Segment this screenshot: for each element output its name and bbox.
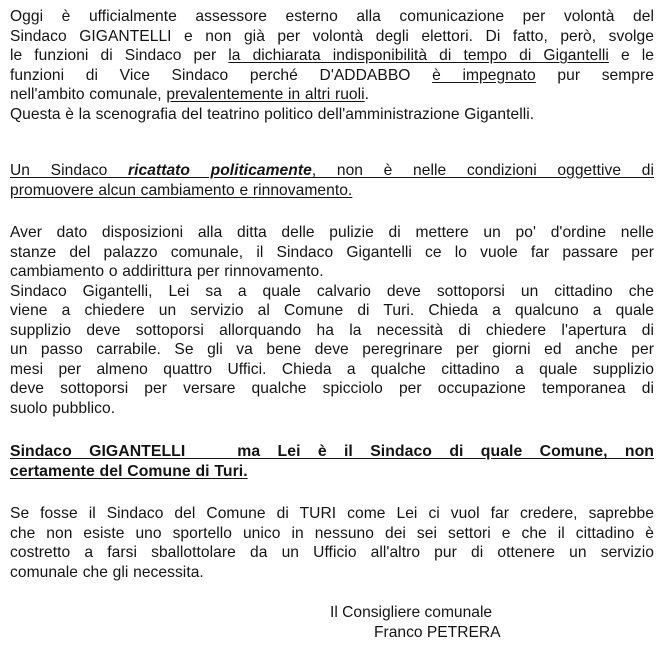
text-line: cambiamento o addirittura per rinnovamento. — [10, 263, 324, 280]
underlined-phrase: la dichiarata indisponibilità di tempo di Gigantelli — [228, 47, 609, 64]
signature-block — [330, 603, 501, 643]
signature-name: Franco PETRERA — [374, 624, 501, 641]
paragraph-sportello-unico — [10, 504, 654, 582]
paragraph-quale-comune — [10, 442, 654, 481]
text-line: Se fosse il Sindaco del Comune di TURI come Lei ci vuol far credere, saprebbe — [10, 505, 654, 522]
text-line: Sindaco GIGANTELLI ma Lei è il Sindaco di quale Comune, non — [10, 443, 654, 460]
text-line: Sindaco Gigantelli, Lei sa a quale calvario deve sottoporsi un cittadino che — [10, 282, 654, 300]
text-line: che non esiste uno sportello unico in nessuno dei sei settori e che il cittadino è — [10, 524, 654, 542]
text-segment: le funzioni di Sindaco per — [10, 47, 229, 64]
underlined-phrase: prevalentemente in altri ruoli — [166, 86, 365, 103]
text-line: viene a chiedere un servizio al Comune di Turi. Chieda a qualcuno a quale — [10, 302, 654, 319]
text-line — [10, 85, 654, 105]
paragraph-disposizioni — [10, 223, 654, 418]
paragraph-ricattato — [10, 161, 654, 200]
text-line: Sindaco GIGANTELLI e non già per volontà degli elettori. Di fatto, però, svolge — [10, 27, 654, 45]
text-line: Aver dato disposizioni alla ditta delle pulizie di mettere un po' d'ordine nelle — [10, 224, 654, 241]
text-line: Questa è la scenografia del teatrino politico dell'amministrazione Gigantelli. — [10, 105, 535, 123]
text-line: promuovere alcun cambiamento e rinnovamento. — [10, 181, 353, 199]
text-line: un passo carrabile. Se gli va bene deve peregrinare per giorni ed anche per — [10, 341, 654, 358]
text-segment: nell'ambito comunale, — [10, 86, 167, 103]
text-line — [10, 161, 654, 181]
text-segment: e le — [608, 47, 654, 64]
text-line: comunale che gli necessita. — [10, 563, 204, 581]
text-segment: Un Sindaco — [10, 162, 129, 179]
text-line: Oggi è ufficialmente assessore esterno alla comunicazione per volontà del — [10, 8, 654, 25]
text-segment: funzioni di Vice Sindaco perché D'ADDABBO — [10, 66, 433, 84]
underlined-phrase: è impegnato — [432, 66, 536, 84]
text-line: costretto a farsi sballottolare da un Ufficio all'altro pur di ottenere un servizio — [10, 544, 654, 561]
text-line: certamente del Comune di Turi. — [10, 462, 248, 480]
text-line — [10, 66, 654, 86]
emphasis-phrase: ricattato politicamente — [128, 162, 312, 179]
text-segment: , non è nelle condizioni oggettive di — [311, 162, 654, 179]
text-segment: pur sempre — [535, 66, 654, 84]
text-line: suolo pubblico. — [10, 399, 116, 417]
paragraph-assessore — [10, 7, 654, 124]
signature-role: Il Consigliere comunale — [330, 604, 493, 621]
text-line — [10, 46, 654, 66]
text-line: supplizio deve sottoporsi allorquando ha la necessità di chiedere l'apertura di — [10, 321, 654, 339]
text-line: deve sottoporsi per versare qualche spicciolo per occupazione temporanea di — [10, 380, 654, 397]
text-line: mesi per almeno quattro Uffici. Chieda a qualche cittadino a quale supplizio — [10, 360, 654, 378]
text-segment: . — [364, 86, 370, 103]
text-line: stanze del palazzo comunale, il Sindaco Gigantelli ce lo vuole far passare per — [10, 243, 654, 261]
